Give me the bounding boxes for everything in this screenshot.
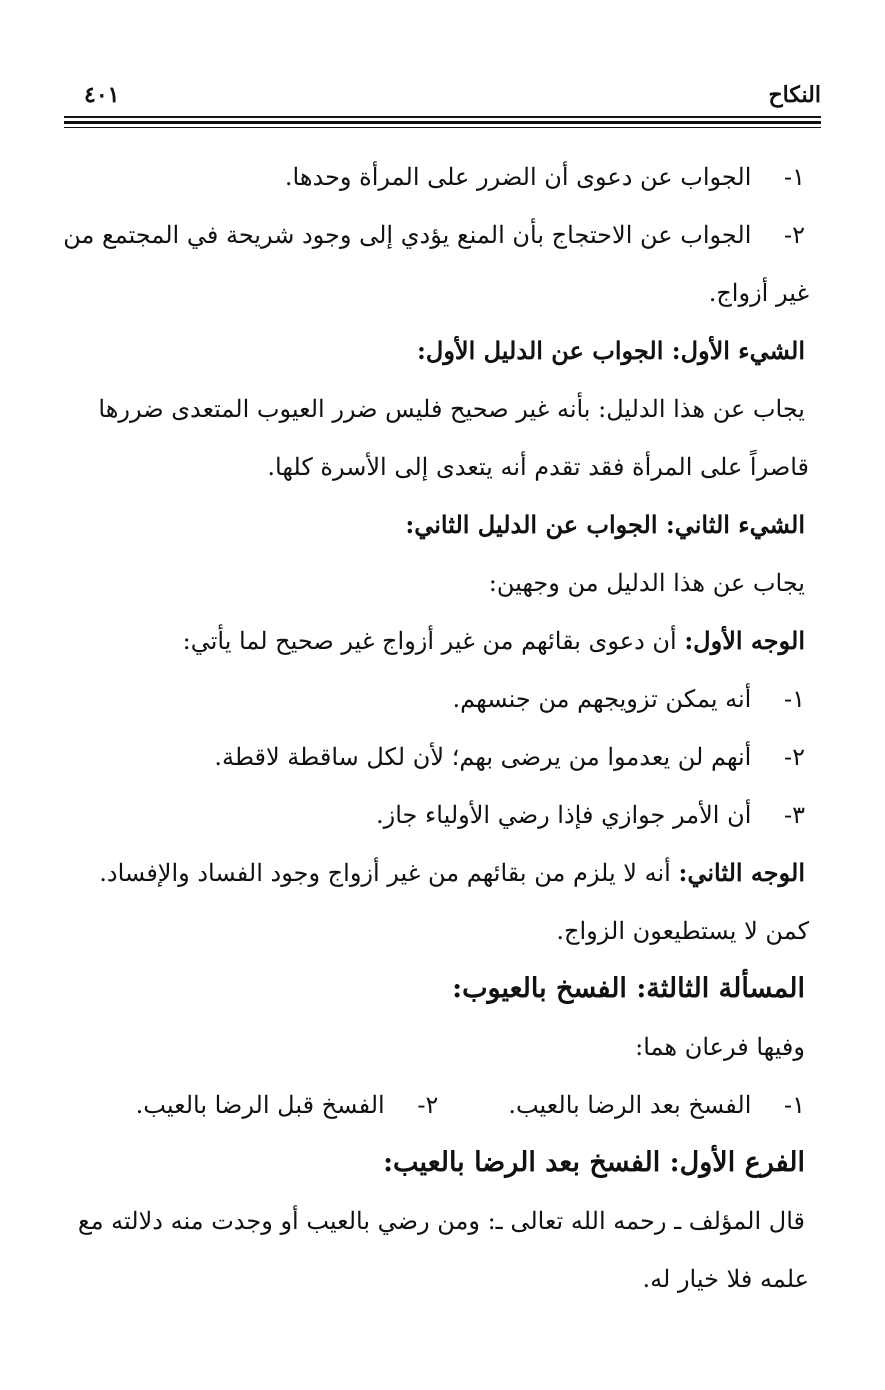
item-number: ١- (784, 163, 805, 191)
header-rule (64, 116, 821, 118)
paragraph-line: قاصراً على المرأة فقد تقدم أنه يتعدى إلى الأسرة كلها. (267, 453, 809, 481)
page-number: ٤٠١ (84, 82, 120, 108)
list-item (64, 148, 809, 206)
item-number: ٢- (417, 1091, 439, 1119)
header-rule (64, 127, 821, 128)
paragraph-line (64, 844, 809, 902)
list-item (64, 670, 809, 728)
inline-label: الوجه الأول: (684, 626, 805, 655)
branch-list (64, 1076, 809, 1134)
list-item (136, 1076, 439, 1134)
item-number: ٣- (784, 801, 805, 829)
paragraph-line: يجاب عن هذا الدليل من وجهين: (488, 569, 805, 597)
paragraph-line: علمه فلا خيار له. (642, 1265, 809, 1293)
paragraph-line (64, 612, 809, 670)
paragraph-line: كمن لا يستطيعون الزواج. (556, 917, 809, 945)
item-number: ١- (784, 685, 805, 713)
list-item (64, 786, 809, 844)
item-text: الجواب عن الاحتجاج بأن المنع يؤدي إلى وجود شريحة في المجتمع من (63, 221, 752, 249)
item-number: ٢- (784, 221, 805, 249)
paragraph-line: قال المؤلف ـ رحمه الله تعالى ـ: ومن رضي بالعيب أو وجدت منه دلالته مع (77, 1207, 805, 1235)
item-text: الجواب عن دعوى أن الضرر على المرأة وحدها. (284, 163, 752, 191)
header-rule (64, 121, 821, 124)
section-heading: الفرع الأول: الفسخ بعد الرضا بالعيب: (383, 1147, 805, 1178)
paragraph-line: وفيها فرعان هما: (635, 1033, 805, 1061)
list-item (508, 1076, 805, 1134)
list-item (64, 206, 809, 264)
inline-text: أن دعوى بقائهم من غير أزواج غير صحيح لما يأتي: (182, 627, 677, 655)
item-text: أنه يمكن تزويجهم من جنسهم. (452, 685, 752, 713)
item-number: ٢- (784, 743, 805, 771)
item-text: الفسخ بعد الرضا بالعيب. (508, 1091, 752, 1119)
item-text: الفسخ قبل الرضا بالعيب. (135, 1091, 385, 1119)
inline-label: الوجه الثاني: (678, 858, 805, 887)
item-number: ١- (784, 1091, 805, 1119)
paragraph-line: يجاب عن هذا الدليل: بأنه غير صحيح فليس ضرر العيوب المتعدى ضررها (98, 395, 805, 423)
paragraph-line: غير أزواج. (708, 279, 809, 307)
subheading: الشيء الأول: الجواب عن الدليل الأول: (417, 336, 805, 365)
running-header (64, 82, 821, 112)
inline-text: أنه لا يلزم من بقائهم من غير أزواج وجود الفساد والإفساد. (99, 859, 671, 887)
page-body (64, 148, 809, 1308)
subheading: الشيء الثاني: الجواب عن الدليل الثاني: (405, 510, 805, 539)
item-text: أن الأمر جوازي فإذا رضي الأولياء جاز. (375, 801, 752, 829)
item-text: أنهم لن يعدموا من يرضى بهم؛ لأن لكل ساقطة لاقطة. (214, 743, 752, 771)
section-heading: المسألة الثالثة: الفسخ بالعيوب: (452, 973, 805, 1004)
list-item (64, 728, 809, 786)
header-title: النكاح (768, 82, 821, 108)
